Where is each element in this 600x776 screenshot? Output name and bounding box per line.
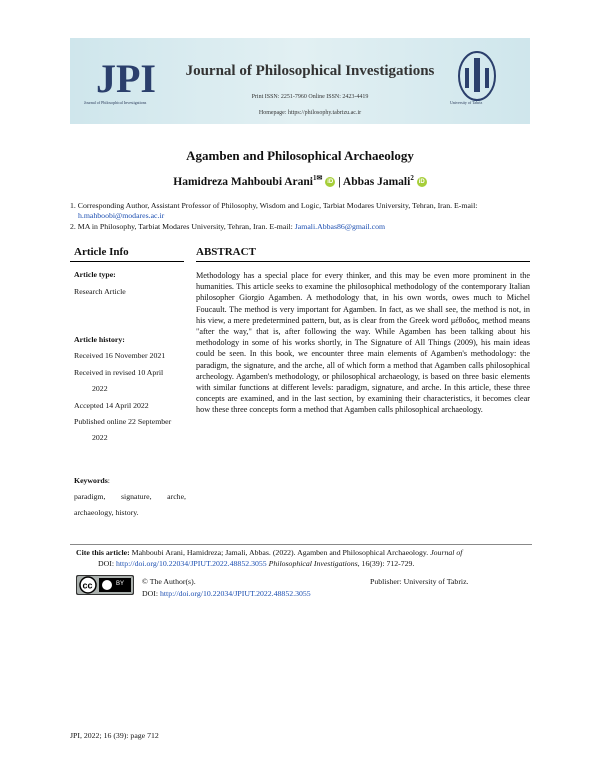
issn-line: Print ISSN: 2251-7960 Online ISSN: 2423-4419 [251, 94, 369, 100]
accepted-date: Accepted 14 April 2022 [74, 401, 149, 410]
cite-journal-2: Philosophical Investigations [266, 558, 358, 568]
cite-doi-link[interactable]: http://doi.org/10.22034/JPIUT.2022.48852.3055 [115, 558, 267, 568]
doi-link[interactable]: http://doi.org/10.22034/JPIUT.2022.48852.3055 [159, 589, 311, 598]
logo-caption: Journal of Philosophical Investigations [84, 100, 147, 105]
svg-text:JPI: JPI [96, 56, 156, 101]
affiliation-1-text: 1. Corresponding Author, Assistant Professor of Philosophy, Wisdom and Logic, Tarbiat Modares University, Tehran, Iran. E-mail: [70, 201, 478, 210]
cite-volume: , 16(39): 712-729. [357, 558, 415, 568]
revised-date-b: 2022 [92, 384, 108, 393]
author-separator: | [335, 175, 343, 188]
author-1: Hamidreza Mahboubi Arani [173, 175, 313, 188]
article-type-value: Research Article [74, 287, 126, 296]
keyword: signature, [121, 492, 152, 501]
affiliation-1 [70, 201, 530, 221]
article-history-label: Article history: [74, 335, 125, 344]
article-title: Agamben and Philosophical Archaeology [186, 148, 414, 163]
cite-journal: Journal of [430, 548, 463, 557]
author-line [0, 174, 600, 188]
author-2: Abbas Jamali [342, 175, 411, 188]
doi-line [142, 589, 311, 598]
copyright: © The Author(s). [142, 577, 196, 586]
published-date-b: 2022 [92, 433, 108, 442]
keyword: paradigm, [74, 492, 106, 501]
published-date-a: Published online 22 September [74, 417, 172, 426]
orcid-icon[interactable]: iD [327, 179, 334, 186]
author-2-sup: 2 [410, 174, 414, 182]
homepage-line: Homepage: https://philosophy.tabrizu.ac.ir [258, 110, 362, 116]
keywords-label-text: Keywords [74, 476, 108, 485]
keywords-label [74, 476, 110, 485]
revised-date-a: Received in revised 10 April [74, 368, 164, 377]
publisher: Publisher: University of Tabriz. [370, 577, 469, 586]
cite-text: Mahboubi Arani, Hamidreza; Jamali, Abbas. (2022). Agamben and Philosophical Archaeology. [129, 548, 431, 557]
email-icon[interactable]: ✉ [316, 174, 323, 182]
keywords-row-2: archaeology, history. [74, 508, 139, 517]
affiliation-1-email[interactable]: h.mahboobi@modares.ac.ir [78, 211, 165, 220]
orcid-icon[interactable]: iD [418, 179, 425, 186]
keyword: arche, [167, 492, 186, 501]
citation [76, 548, 532, 569]
cc-license-badge[interactable] [76, 575, 134, 595]
affiliation-2-text: 2. MA in Philosophy, Tarbiat Modares University, Tehran, Iran. E-mail: [70, 222, 295, 231]
author-1-sup: 1 [313, 174, 317, 182]
abstract-text: Methodology has a special place for every thinker, and this may be even more prominent in the humanities. This article seeks to examine the philosophical methodology of the contemporary Italian philosopher Giorgio Agamben. A methodology that, in his own words, owes much to Michel Foucault. The method is very important for Agamben. In fact, as we shall see, the method is not, in his view, a mere predetermined pattern, but, as is clear from the Greek word μέθοδος, method means "after the way," that is, after following the way. While Agamben has been talking about his methodology in some of his works shortly, in The Signature of All Things (2009), his main ideas could be seen. In this book, we encounter three main elements of Agamben's methodology: the paradigm, the signature, and the arche, all of which form a method that Agamben calls philosophical archeology. Agamben's methodology, or philosophical archaeology, is based on three basic elements with similar functions at different levels: paradigm, signature, and arche. In this article, these three concepts are examined, and in the last section, by examining their characteristics, it becomes clear how these three concepts form a method that Agamben calls philosophical archaeology. [196, 271, 530, 415]
cite-label: Cite this article: [76, 548, 130, 557]
keywords-colon: : [107, 476, 110, 485]
affiliation-2 [70, 222, 530, 232]
keywords-row-1 [74, 492, 186, 501]
cc-icon [76, 575, 134, 595]
article-info-heading: Article Info [70, 243, 184, 262]
cite-doi-label: DOI: [98, 558, 116, 568]
journal-title: Journal of Philosophical Investigations [185, 63, 435, 79]
cite-divider [70, 544, 532, 545]
page-footer: JPI, 2022; 16 (39): page 712 [70, 731, 159, 740]
article-type-label: Article type: [74, 270, 116, 279]
received-date: Received 16 November 2021 [74, 351, 166, 360]
abstract-heading: ABSTRACT [196, 243, 530, 262]
university-caption: University of Tabriz [450, 100, 483, 105]
affiliation-2-email[interactable]: Jamali.Abbas86@gmail.com [294, 222, 386, 231]
doi-label: DOI: [142, 589, 160, 598]
svg-text:cc: cc [82, 580, 93, 591]
cc-by-text: BY [116, 581, 125, 587]
